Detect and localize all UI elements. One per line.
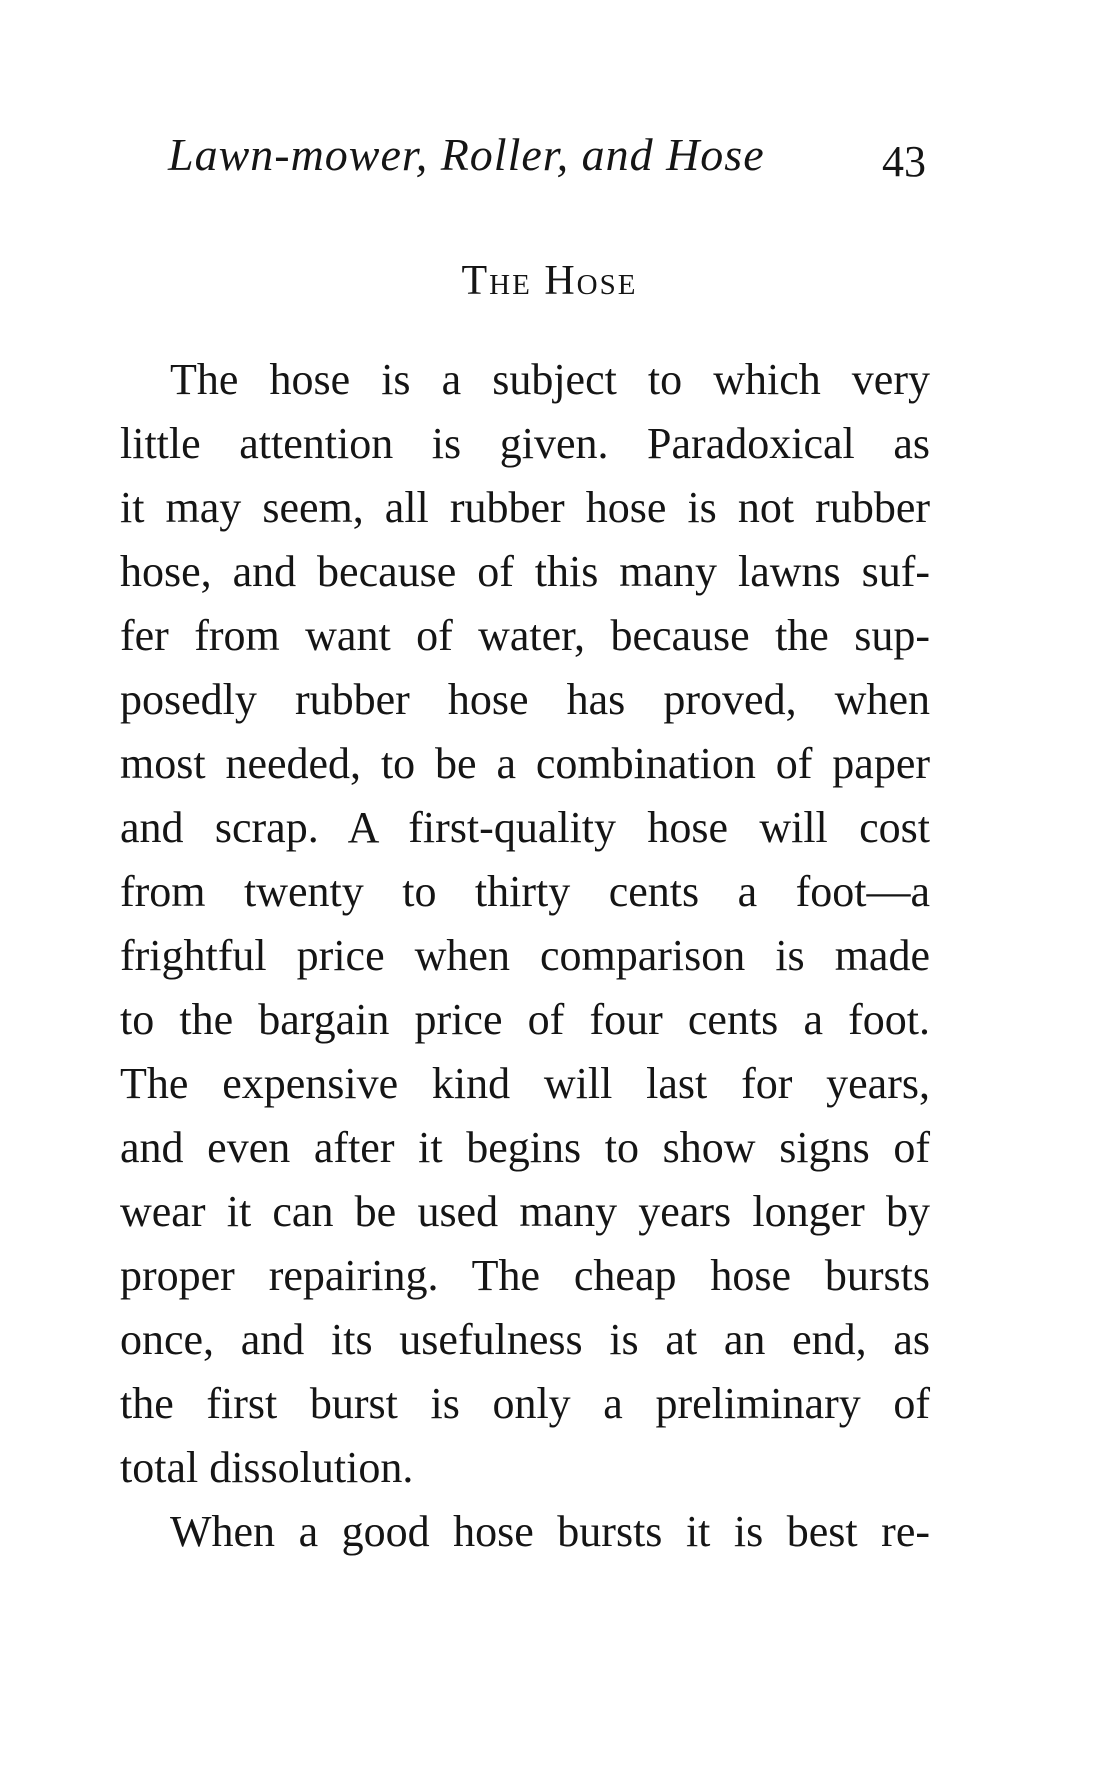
section-heading: The Hose [461,258,638,304]
paragraph [120,348,930,1500]
text-line: most needed, to be a combination of paper [120,739,930,788]
page-number: 43 [882,137,926,186]
text-line: When a good hose bursts it is best re- [170,1507,930,1556]
text-line: total dissolution. [120,1443,414,1492]
text-line: to the bargain price of four cents a foot. [120,995,930,1044]
text-line: the first burst is only a preliminary of [120,1379,930,1428]
text-line: once, and its usefulness is at an end, as [120,1315,930,1364]
text-line: fer from want of water, because the sup- [120,611,930,660]
text-line: frightful price when comparison is made [120,931,930,980]
text-line: posedly rubber hose has proved, when [120,675,930,724]
text-line: and scrap. A first-quality hose will cost [120,803,930,852]
text-line: from twenty to thirty cents a foot—a [120,867,930,916]
text-line: The expensive kind will last for years, [120,1059,930,1108]
running-head [120,128,926,198]
text-line: The hose is a subject to which very [170,355,930,404]
text-line: proper repairing. The cheap hose bursts [120,1251,930,1300]
text-line: it may seem, all rubber hose is not rubber [120,483,930,532]
text-line: hose, and because of this many lawns suf- [120,547,930,596]
paragraph [120,1500,930,1564]
text-line: wear it can be used many years longer by [120,1187,930,1236]
text-line: and even after it begins to show signs of [120,1123,930,1172]
text-line: little attention is given. Paradoxical as [120,419,930,468]
running-title: Lawn-mower, Roller, and Hose [168,129,765,180]
body-text [120,348,930,1564]
